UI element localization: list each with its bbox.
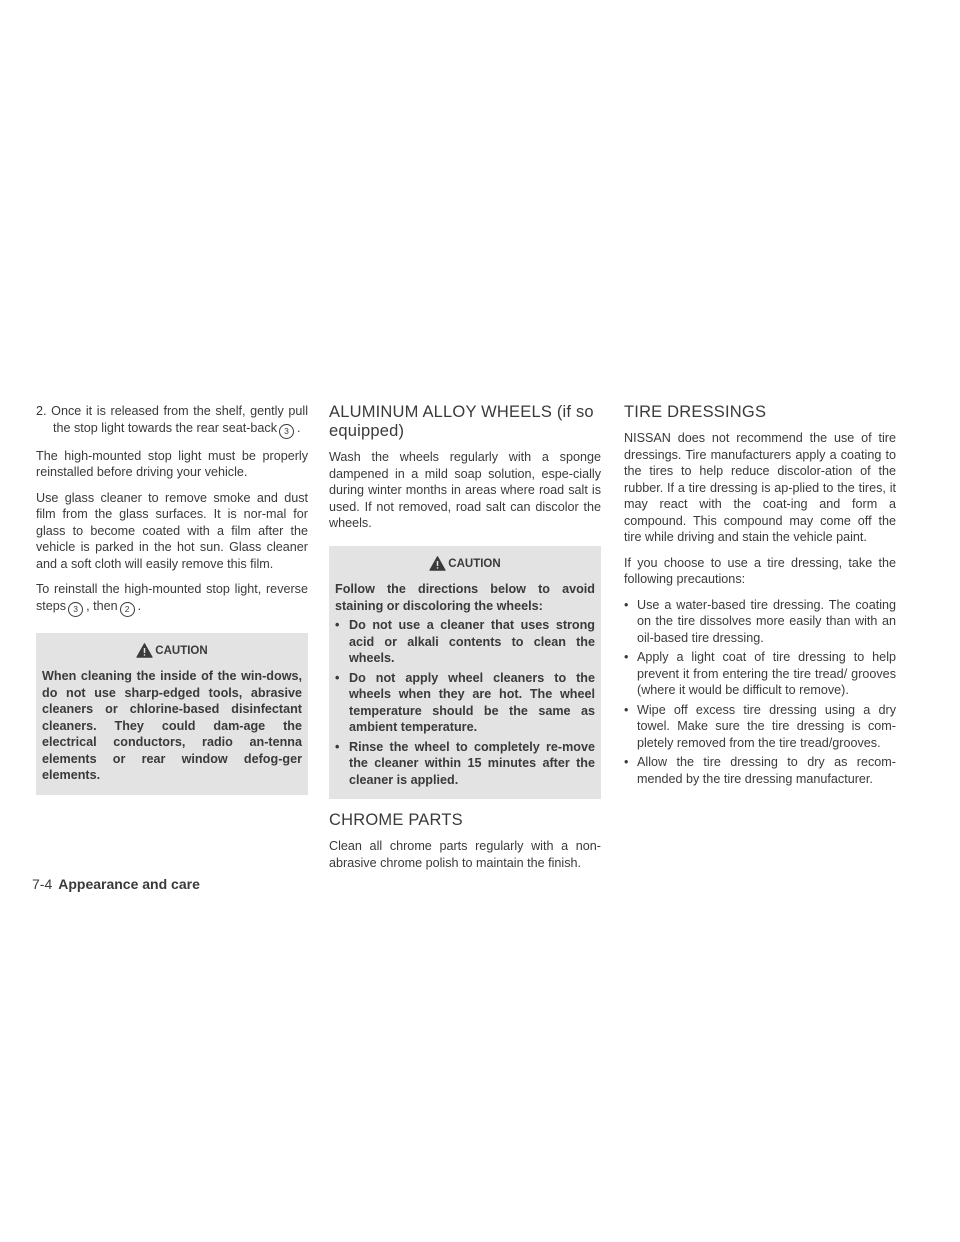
page-number: 7-4 (32, 876, 53, 892)
caution-item: • Rinse the wheel to completely re-move the cleaner within 15 minutes after the cleaner is applied. (335, 739, 595, 789)
heading-tire-dressings: TIRE DRESSINGS (624, 403, 767, 421)
caution-list (335, 617, 595, 788)
caution-header (42, 643, 302, 660)
column-middle (329, 403, 601, 880)
reinstall-text: To reinstall the high-mounted stop light, reverse steps (36, 582, 308, 613)
caution-box-wheels (329, 546, 601, 800)
paragraph-tire-dressing-info: NISSAN does not recommend the use of tire dressings. Tire manufacturers apply a coating to the tires to help reduce discolor-ation of the rubber. If a tire dressing is ap-plied to the tires, it may react with the coat-ing and form a compound. This compound may come off the tire while driving and stain the vehicle paint. (624, 431, 896, 544)
column-left (36, 403, 308, 807)
paragraph-wash-wheels: Wash the wheels regularly with a sponge dampened in a mild soap solution, espe-cially during winter months in areas where road salt is used. If not removed, road salt can discolor the wheels. (329, 450, 601, 530)
circled-number-3-icon: 3 (68, 602, 83, 617)
warning-triangle-icon (429, 556, 446, 571)
caution-item: • Do not apply wheel cleaners to the wheels when they are hot. The wheel temperature should be the same as ambient temperature. (335, 670, 595, 736)
caution-title: CAUTION (155, 644, 208, 657)
paragraph-precautions-intro: If you choose to use a tire dressing, take the following precautions: (624, 555, 896, 586)
paragraph-reinstall-steps (36, 581, 308, 617)
step-number: 2. (36, 404, 47, 418)
warning-triangle-icon (136, 643, 153, 658)
reinstall-end: . (137, 598, 142, 613)
circled-number-3-icon: 3 (279, 424, 294, 439)
list-item: • Wipe off excess tire dressing using a dry towel. Make sure the tire dressing is com-pletely removed from the tire tread/grooves. (624, 702, 896, 752)
heading-chrome-parts: CHROME PARTS (329, 811, 463, 829)
caution-title: CAUTION (448, 557, 501, 570)
page-footer (32, 876, 200, 892)
caution-item: • Do not use a cleaner that uses strong acid or alkali contents to clean the wheels. (335, 617, 595, 667)
paragraph-glass-cleaner: Use glass cleaner to remove smoke and dust film from the glass surfaces. It is nor-mal for glass to become coated with a film after the vehicle is parked in the hot sun. Glass cleaner and a soft cloth will easily remove this film. (36, 490, 308, 571)
caution-text: When cleaning the inside of the win-dows, do not use sharp-edged tools, abrasive cleaners or chlorine-based disinfectant cleaners. They could dam-age the electrical conductors, radio an-tenna elements or rear window defog-ger elements. (42, 669, 302, 782)
list-item: • Apply a light coat of tire dressing to help prevent it from entering the tire tread/ grooves (where it would be difficult to remove). (624, 649, 896, 699)
caution-header (335, 556, 595, 573)
heading-aluminum-wheels: ALUMINUM ALLOY WHEELS (if so equipped) (329, 403, 594, 440)
list-item: • Allow the tire dressing to dry as recom-mended by the tire dressing manufacturer. (624, 754, 896, 787)
step-end: . (297, 420, 301, 435)
paragraph-chrome-parts: Clean all chrome parts regularly with a non-abrasive chrome polish to maintain the finish. (329, 839, 601, 870)
column-right (624, 403, 896, 790)
circled-number-2-icon: 2 (120, 602, 135, 617)
caution-box-windows (36, 633, 308, 795)
precautions-list (624, 597, 896, 788)
paragraph-reinstall-warning: The high-mounted stop light must be properly reinstalled before driving your vehicle. (36, 448, 308, 479)
caution-intro: Follow the directions below to avoid staining or discoloring the wheels: (335, 582, 595, 613)
reinstall-mid: , then (86, 598, 118, 613)
list-item: • Use a water-based tire dressing. The coating on the tire dissolves more easily than with an oil-based tire dressing. (624, 597, 896, 647)
section-title: Appearance and care (58, 876, 200, 892)
step-text: Once it is released from the shelf, gently pull the stop light towards the rear seat-back (51, 404, 308, 435)
step-2 (36, 403, 308, 439)
